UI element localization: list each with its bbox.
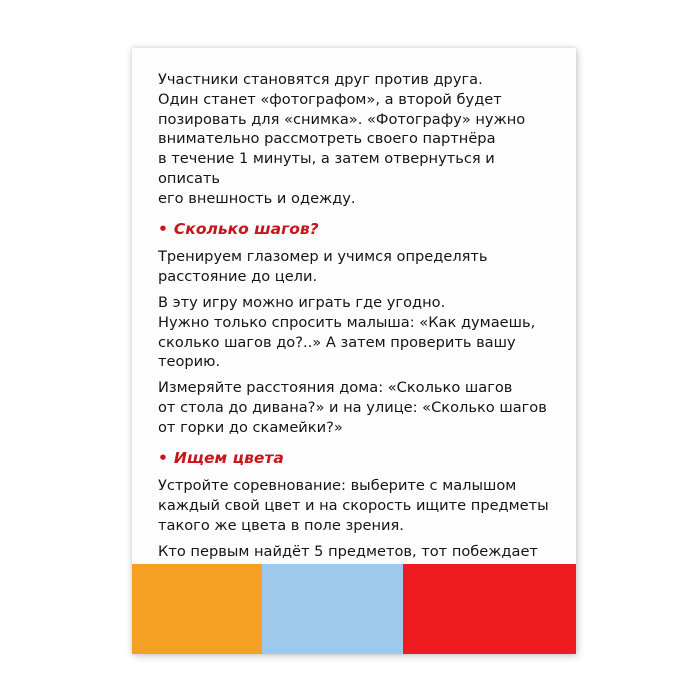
heading-bullet: • bbox=[158, 219, 168, 238]
section-heading-colors bbox=[158, 449, 558, 469]
blue-swatch bbox=[262, 564, 403, 654]
colors-paragraph-1: Устройте соревнование: выберите с малышом каждый свой цвет и на скорость ищите предметы такого же цвета в поле зрения. bbox=[158, 477, 549, 534]
heading-bullet: • bbox=[158, 448, 168, 467]
steps-paragraph-1: Тренируем глазомер и учимся определять расстояние до цели. bbox=[158, 248, 488, 286]
card-content bbox=[158, 70, 558, 587]
heading-title: Ищем цвета bbox=[173, 448, 284, 467]
color-swatch-strip bbox=[132, 564, 576, 654]
intro-paragraph: Участники становятся друг против друга. Один станет «фотографом», а второй будет позировать для «снимка». «Фотографу» нужно внимательно рассмотреть своего партнёра в течение 1 минуты, а затем отвернуться и описать его внешность и одежду. bbox=[158, 71, 526, 207]
orange-swatch bbox=[132, 564, 262, 654]
game-card bbox=[132, 48, 576, 654]
red-swatch bbox=[403, 564, 576, 654]
steps-paragraph-3: Измеряйте расстояния дома: «Сколько шагов от стола до дивана?» и на улице: «Сколько шагов от горки до скамейки?» bbox=[158, 379, 547, 436]
heading-title: Сколько шагов? bbox=[173, 219, 319, 238]
colors-paragraph-2: Кто первым найдёт 5 предметов, тот побеждает bbox=[158, 542, 538, 560]
section-heading-steps bbox=[158, 220, 558, 240]
steps-paragraph-2: В эту игру можно играть где угодно. Нужно только спросить малыша: «Как думаешь, сколько шагов до?..» А затем проверить вашу теорию. bbox=[158, 293, 536, 371]
